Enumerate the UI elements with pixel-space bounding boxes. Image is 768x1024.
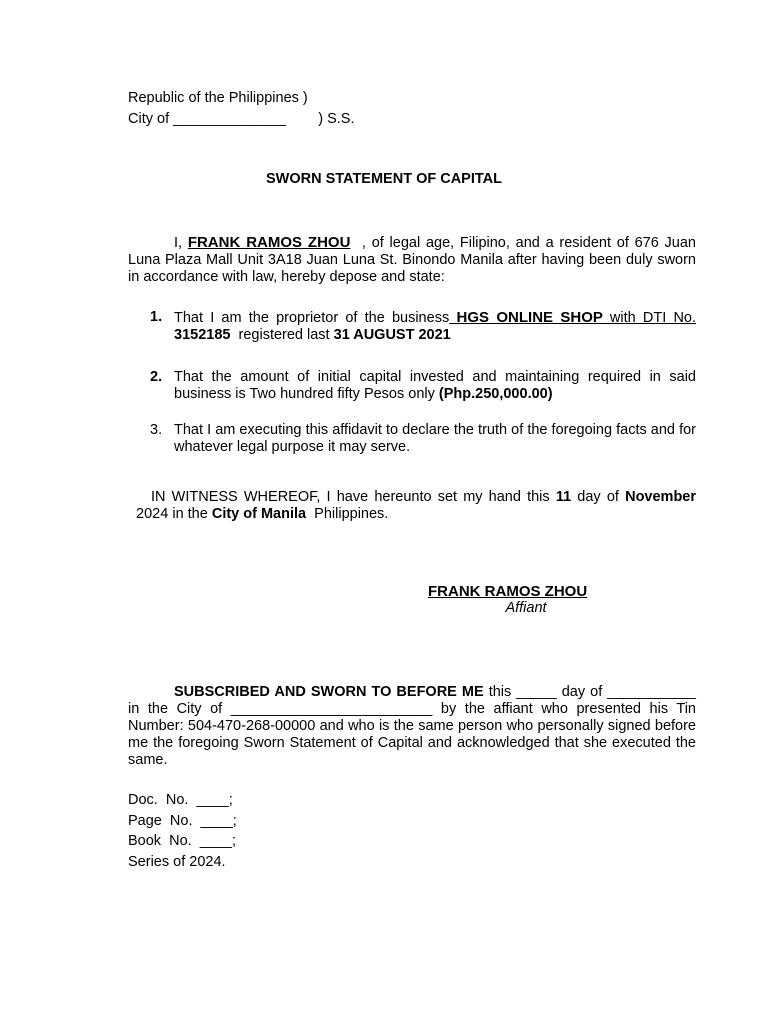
witness-text-c: 2024 in the bbox=[128, 506, 212, 522]
witness-month: November bbox=[625, 489, 697, 505]
witness-day: 11 bbox=[555, 489, 572, 505]
caption-city: City of ______________ ) S.S. bbox=[128, 111, 355, 127]
jurat-lead: SUBSCRIBED AND SWORN TO BEFORE ME bbox=[174, 684, 484, 700]
item-number: 2. bbox=[150, 369, 163, 385]
jurat-text: this _____ day of ___________ in the City of _________________________ by the affiant who presented his Tin Number: 504-470-268-00000 and who is the same person who personally signed before me the foregoing Sworn Statement of Capital and acknowledged that she executed the same. bbox=[128, 684, 696, 768]
doc-number: Doc. No. ____; bbox=[128, 792, 233, 808]
registration-date: 31 AUGUST 2021 bbox=[333, 327, 451, 343]
item-number: 3. bbox=[150, 422, 163, 438]
book-number: Book No. ____; bbox=[128, 833, 237, 849]
intro-text: , of legal age, Filipino, and a resident of 676 Juan Luna Plaza Mall Unit 3A18 Juan Luna St. Binondo Manila after having been duly sworn in accordance with law, hereby depose and state: bbox=[128, 235, 701, 285]
list-item-2 bbox=[150, 369, 696, 403]
intro-paragraph bbox=[128, 234, 701, 286]
item-text bbox=[174, 309, 696, 344]
intro-lead: I, bbox=[174, 235, 188, 251]
item-3-text: That I am executing this affidavit to declare the truth of the foregoing facts and for whatever legal purpose it may serve. bbox=[174, 422, 696, 455]
witness-text-b: day of bbox=[571, 489, 626, 505]
list-item-1 bbox=[150, 309, 696, 344]
witness-city: City of Manila bbox=[211, 506, 307, 522]
list-item-3 bbox=[150, 422, 696, 456]
document-title: SWORN STATEMENT OF CAPITAL bbox=[265, 171, 502, 187]
item-text bbox=[174, 369, 696, 403]
item-1-text-a: That I am the proprietor of the business bbox=[174, 310, 450, 326]
witness-text-a: IN WITNESS WHEREOF, I have hereunto set my hand this bbox=[151, 489, 556, 505]
venue-caption bbox=[128, 88, 355, 130]
notarial-register bbox=[128, 790, 237, 872]
capital-amount: (Php.250,000.00) bbox=[438, 386, 553, 402]
caption-republic: Republic of the Philippines ) bbox=[128, 90, 308, 106]
witness-text-d: Philippines. bbox=[306, 506, 389, 522]
item-1-text-c: registered last bbox=[230, 327, 334, 343]
business-name: HGS ONLINE SHOP bbox=[449, 309, 610, 326]
item-2-text: That the amount of initial capital invested and maintaining required in said business is Two hundred fifty Pesos only bbox=[174, 369, 696, 402]
signatory-role: Affiant bbox=[505, 600, 547, 616]
item-1-text-b: with DTI No. bbox=[609, 310, 697, 326]
item-number: 1. bbox=[150, 309, 163, 325]
dti-number: 3152185 bbox=[174, 327, 231, 343]
signatory-name: FRANK RAMOS ZHOU bbox=[428, 583, 588, 600]
series-year: Series of 2024. bbox=[128, 853, 226, 870]
affiant-name: FRANK RAMOS ZHOU bbox=[187, 234, 351, 251]
page-number: Page No. ____; bbox=[128, 812, 237, 829]
witness-paragraph bbox=[128, 489, 696, 523]
jurat-paragraph bbox=[128, 684, 696, 769]
